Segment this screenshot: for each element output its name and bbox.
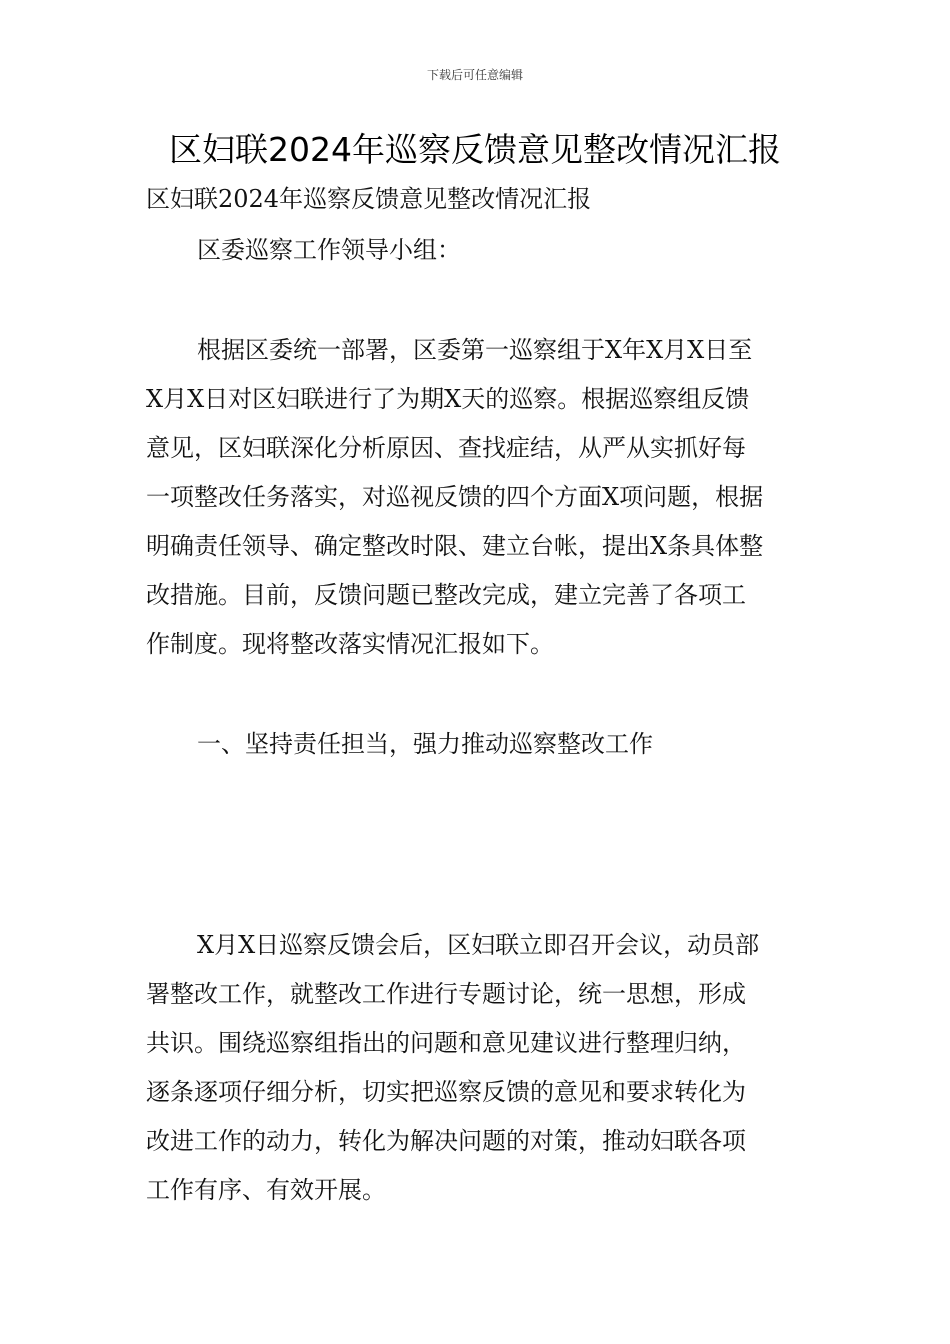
paragraph-line: 意见，区妇联深化分析原因、查找症结，从严从实抓好每	[146, 434, 746, 462]
document-subtitle: 区妇联2024年巡察反馈意见整改情况汇报	[146, 185, 592, 213]
section-heading: 一、坚持责任担当，强力推动巡察整改工作	[197, 730, 653, 758]
paragraph-line: 作制度。现将整改落实情况汇报如下。	[146, 630, 554, 658]
paragraph-line: 一项整改任务落实，对巡视反馈的四个方面X项问题，根据	[146, 483, 764, 511]
paragraph-line: 工作有序、有效开展。	[146, 1176, 386, 1204]
paragraph-line: 改进工作的动力，转化为解决问题的对策，推动妇联各项	[146, 1127, 746, 1155]
document-title: 区妇联2024年巡察反馈意见整改情况汇报	[169, 130, 781, 169]
paragraph-line: 共识。围绕巡察组指出的问题和意见建议进行整理归纳，	[146, 1029, 746, 1057]
paragraph-line: 逐条逐项仔细分析，切实把巡察反馈的意见和要求转化为	[146, 1078, 746, 1106]
paragraph-line: 根据区委统一部署，区委第一巡察组于X年X月X日至	[197, 336, 753, 364]
salutation: 区委巡察工作领导小组：	[197, 236, 461, 264]
header-note: 下载后可任意编辑	[426, 68, 523, 82]
paragraph-line: 明确责任领导、确定整改时限、建立台帐，提出X条具体整	[146, 532, 764, 560]
paragraph-line: X月X日对区妇联进行了为期X天的巡察。根据巡察组反馈	[146, 385, 750, 413]
paragraph-line: 署整改工作，就整改工作进行专题讨论，统一思想，形成	[146, 980, 746, 1008]
paragraph-line: X月X日巡察反馈会后，区妇联立即召开会议，动员部	[197, 931, 760, 959]
paragraph-line: 改措施。目前，反馈问题已整改完成，建立完善了各项工	[146, 581, 746, 609]
